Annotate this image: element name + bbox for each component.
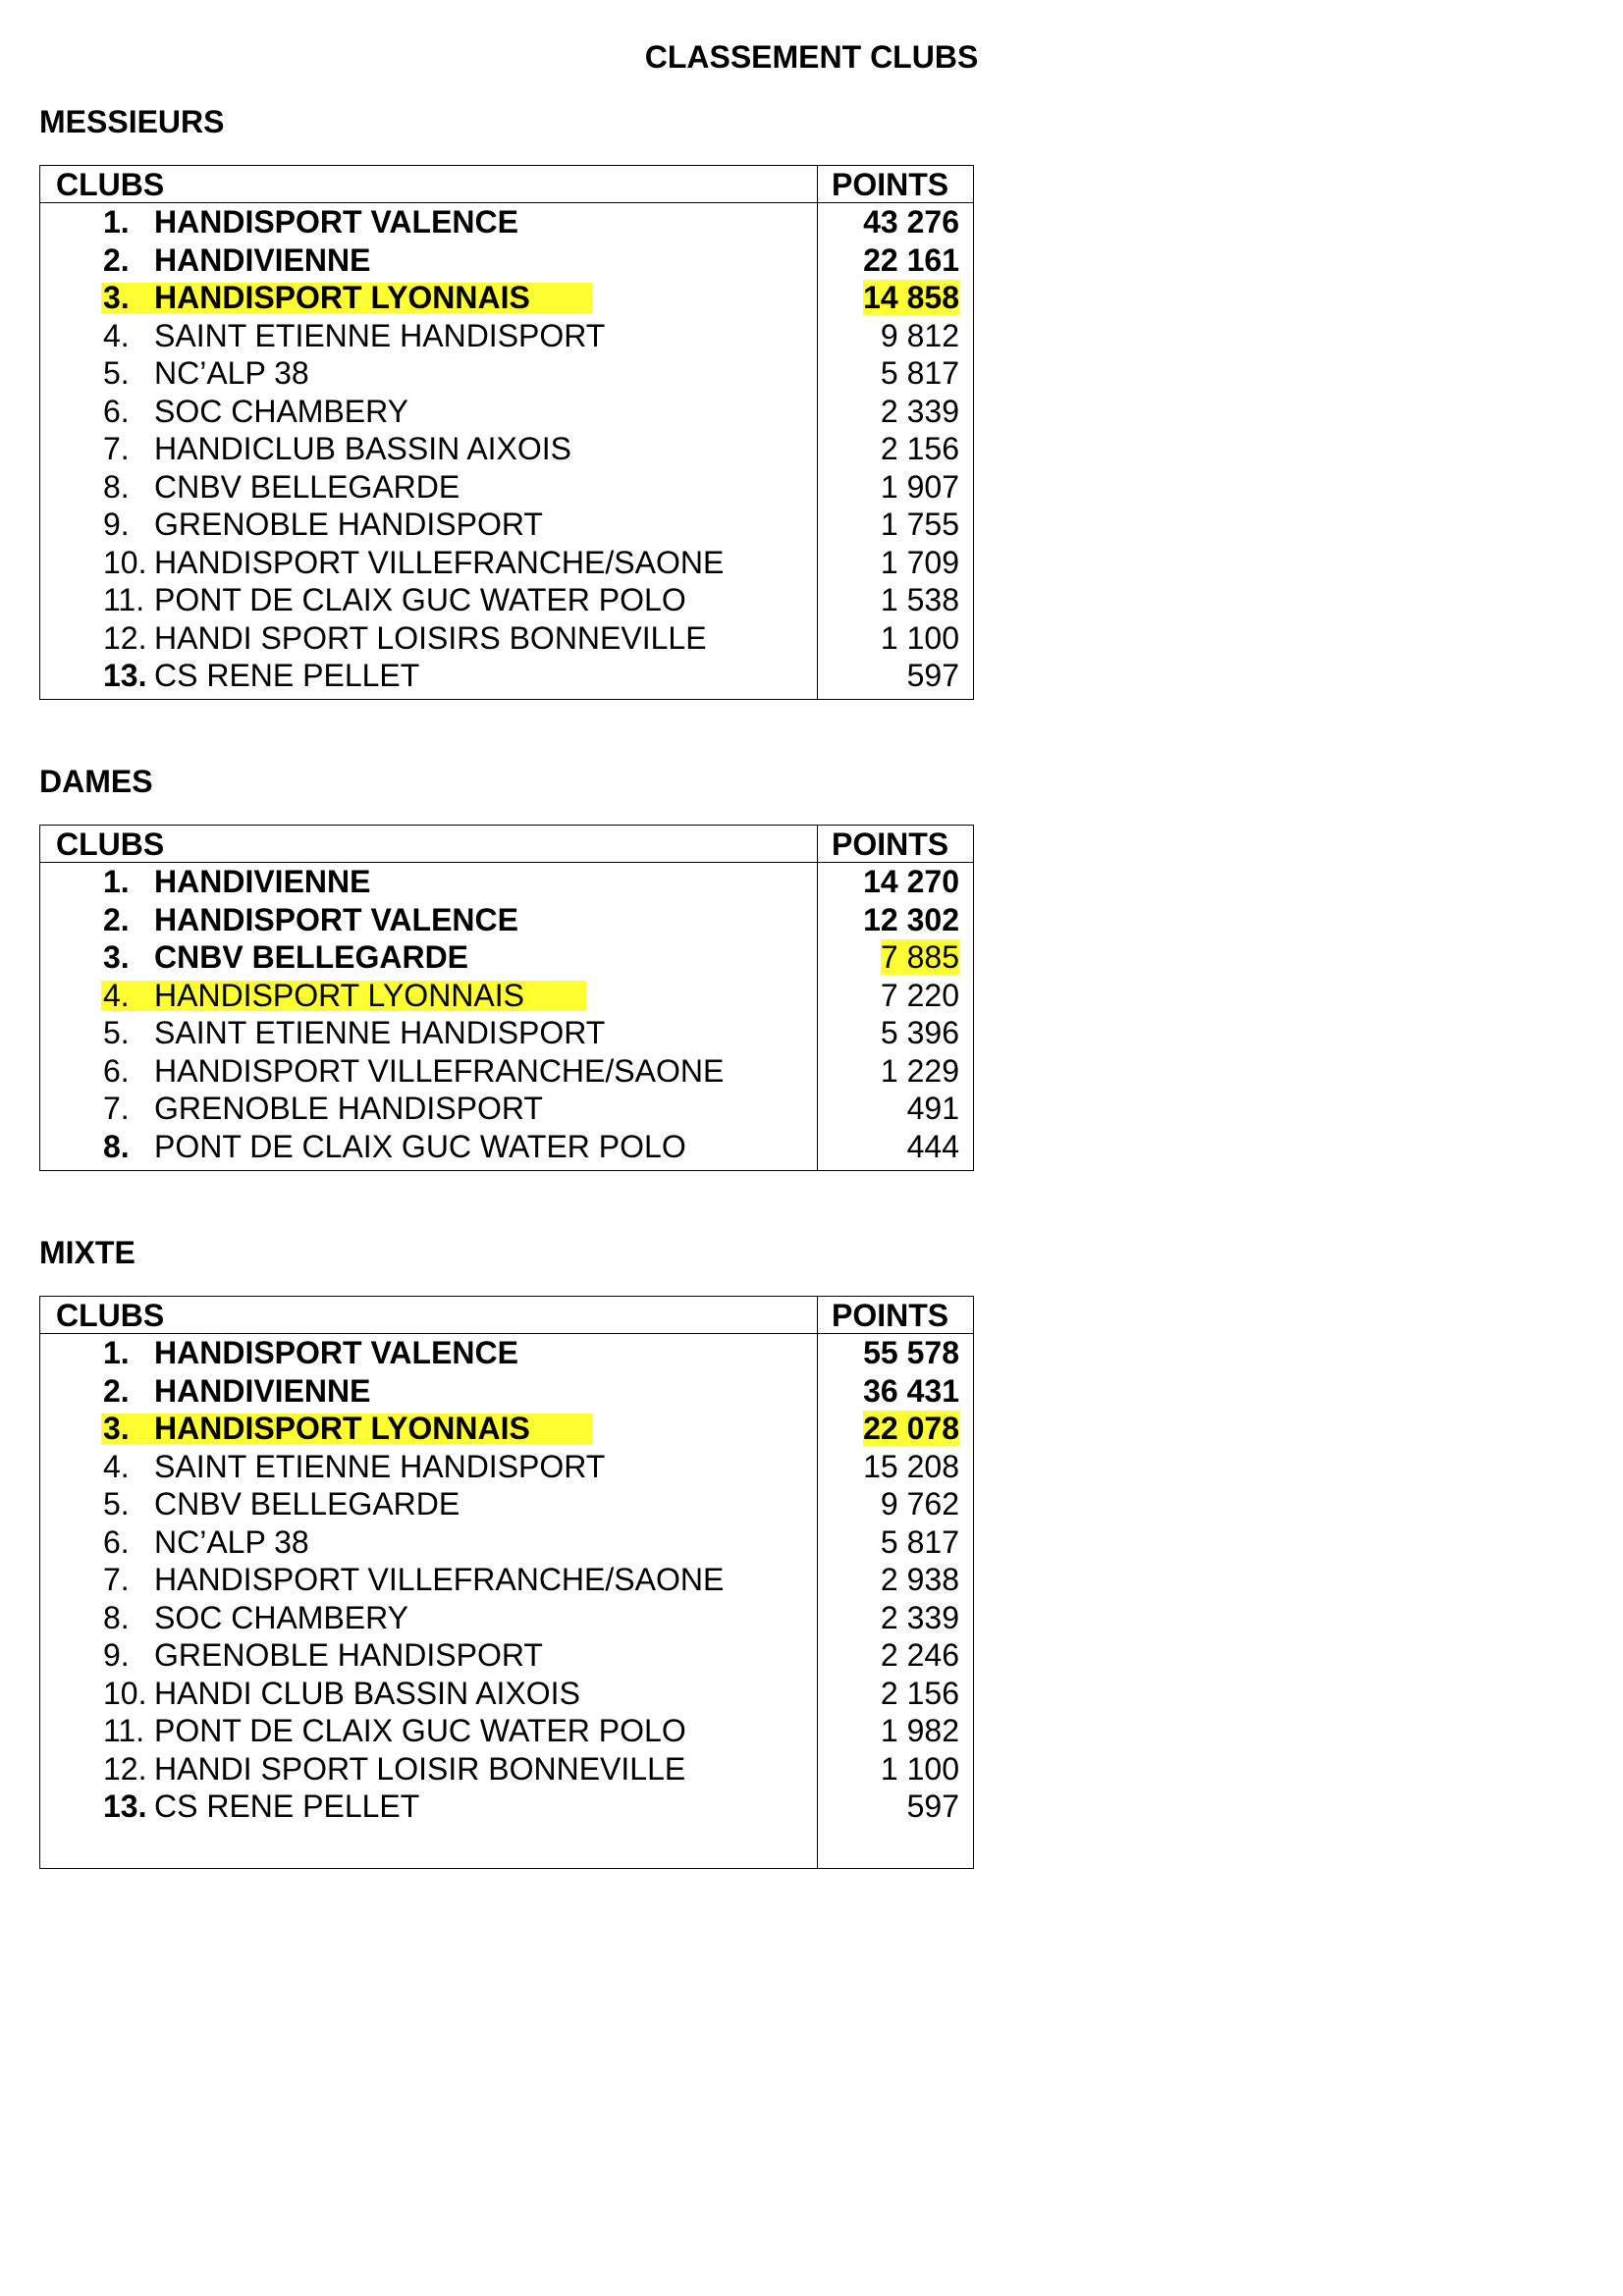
points-value-highlighted: 7 885 xyxy=(880,939,959,975)
table-row: 12. HANDI SPORT LOISIRS BONNEVILLE xyxy=(103,619,707,656)
points-value: 2 156 xyxy=(880,431,959,466)
table-row: 6. SOC CHAMBERY xyxy=(103,393,409,429)
points-value: 43 276 xyxy=(863,204,959,240)
table-row: 6. NC’ALP 38 xyxy=(103,1523,309,1560)
points-value: 22 161 xyxy=(863,241,959,278)
points-value: 444 xyxy=(906,1128,959,1164)
table-row: 4. SAINT ETIENNE HANDISPORT xyxy=(103,1448,606,1484)
points-value: 55 578 xyxy=(863,1335,959,1370)
points-value: 1 709 xyxy=(880,544,959,580)
points-value-highlighted: 14 858 xyxy=(863,280,959,315)
points-value: 15 208 xyxy=(863,1448,959,1484)
page-title: CLASSEMENT CLUBS xyxy=(644,39,979,75)
points-value: 2 339 xyxy=(880,1599,959,1635)
table-header xyxy=(40,826,973,863)
table-row: 12. HANDI SPORT LOISIR BONNEVILLE xyxy=(103,1750,686,1787)
points-value: 9 762 xyxy=(880,1486,959,1522)
header-clubs: CLUBS xyxy=(56,167,165,202)
table-row: 1. HANDIVIENNE xyxy=(103,864,371,899)
points-value: 5 396 xyxy=(880,1015,959,1050)
points-value: 1 100 xyxy=(880,619,959,656)
header-points: POINTS xyxy=(832,827,949,862)
table-row: 7. GRENOBLE HANDISPORT xyxy=(103,1091,543,1126)
header-clubs: CLUBS xyxy=(56,827,165,862)
table-row: 9. GRENOBLE HANDISPORT xyxy=(103,1637,543,1673)
points-value: 2 938 xyxy=(880,1562,959,1597)
points-value: 597 xyxy=(906,1789,959,1824)
points-value: 12 302 xyxy=(863,901,959,937)
points-value: 9 812 xyxy=(880,317,959,353)
table-row: 6. HANDISPORT VILLEFRANCHE/SAONE xyxy=(103,1052,725,1089)
table-row: 5. SAINT ETIENNE HANDISPORT xyxy=(103,1015,606,1050)
section-title-mixte: MIXTE xyxy=(39,1235,135,1270)
table-row: 7. HANDICLUB BASSIN AIXOIS xyxy=(103,431,572,466)
points-value: 7 220 xyxy=(880,977,959,1013)
table-row: 1. HANDISPORT VALENCE xyxy=(103,1335,518,1370)
table-row-highlighted: 4. HANDISPORT LYONNAIS xyxy=(40,977,817,1015)
points-value: 1 229 xyxy=(880,1052,959,1089)
points-value: 2 246 xyxy=(880,1637,959,1673)
table-row: 4. SAINT ETIENNE HANDISPORT xyxy=(103,317,606,353)
header-clubs: CLUBS xyxy=(56,1298,165,1333)
points-value: 5 817 xyxy=(880,1523,959,1560)
table-row: 11. PONT DE CLAIX GUC WATER POLO xyxy=(103,582,686,617)
table-row: 7. HANDISPORT VILLEFRANCHE/SAONE xyxy=(103,1562,725,1597)
points-value-highlighted: 22 078 xyxy=(863,1411,959,1446)
table-row: 8. PONT DE CLAIX GUC WATER POLO xyxy=(103,1128,686,1164)
table-row-highlighted: 3. HANDISPORT LYONNAIS xyxy=(40,279,817,317)
points-value: 1 100 xyxy=(880,1750,959,1787)
table-row: 2. HANDISPORT VALENCE xyxy=(103,901,518,937)
ranking-table-dames xyxy=(39,825,974,1171)
table-row: 13. CS RENE PELLET xyxy=(103,1789,420,1824)
points-value: 1 907 xyxy=(880,468,959,505)
points-value: 1 538 xyxy=(880,582,959,617)
table-header xyxy=(40,1297,973,1334)
points-value: 2 339 xyxy=(880,393,959,429)
points-value: 36 431 xyxy=(863,1372,959,1409)
table-row: 11. PONT DE CLAIX GUC WATER POLO xyxy=(103,1713,686,1748)
points-value: 5 817 xyxy=(880,355,959,391)
points-value: 597 xyxy=(906,658,959,693)
ranking-table-messieurs xyxy=(39,165,974,700)
table-row: 8. SOC CHAMBERY xyxy=(103,1599,409,1635)
section-title-dames: DAMES xyxy=(39,764,153,799)
table-row: 9. GRENOBLE HANDISPORT xyxy=(103,507,543,542)
table-row: 5. NC’ALP 38 xyxy=(103,355,309,391)
header-points: POINTS xyxy=(832,167,949,202)
header-points: POINTS xyxy=(832,1298,949,1333)
table-row: 3. CNBV BELLEGARDE xyxy=(103,939,469,975)
points-value: 2 156 xyxy=(880,1675,959,1711)
ranking-table-mixte xyxy=(39,1296,974,1869)
table-row: 5. CNBV BELLEGARDE xyxy=(103,1486,460,1522)
table-row: 10. HANDISPORT VILLEFRANCHE/SAONE xyxy=(103,544,725,580)
points-value: 14 270 xyxy=(863,864,959,899)
table-row: 8. CNBV BELLEGARDE xyxy=(103,468,460,505)
points-value: 1 982 xyxy=(880,1713,959,1748)
section-title-messieurs: MESSIEURS xyxy=(39,104,225,139)
points-value: 1 755 xyxy=(880,507,959,542)
table-row: 10. HANDI CLUB BASSIN AIXOIS xyxy=(103,1675,580,1711)
table-row: 13. CS RENE PELLET xyxy=(103,658,420,693)
table-row: 1. HANDISPORT VALENCE xyxy=(103,204,518,240)
table-row: 2. HANDIVIENNE xyxy=(103,1372,371,1409)
table-row: 2. HANDIVIENNE xyxy=(103,241,371,278)
points-value: 491 xyxy=(906,1091,959,1126)
table-row-highlighted: 3. HANDISPORT LYONNAIS xyxy=(40,1410,817,1448)
table-header xyxy=(40,166,973,203)
